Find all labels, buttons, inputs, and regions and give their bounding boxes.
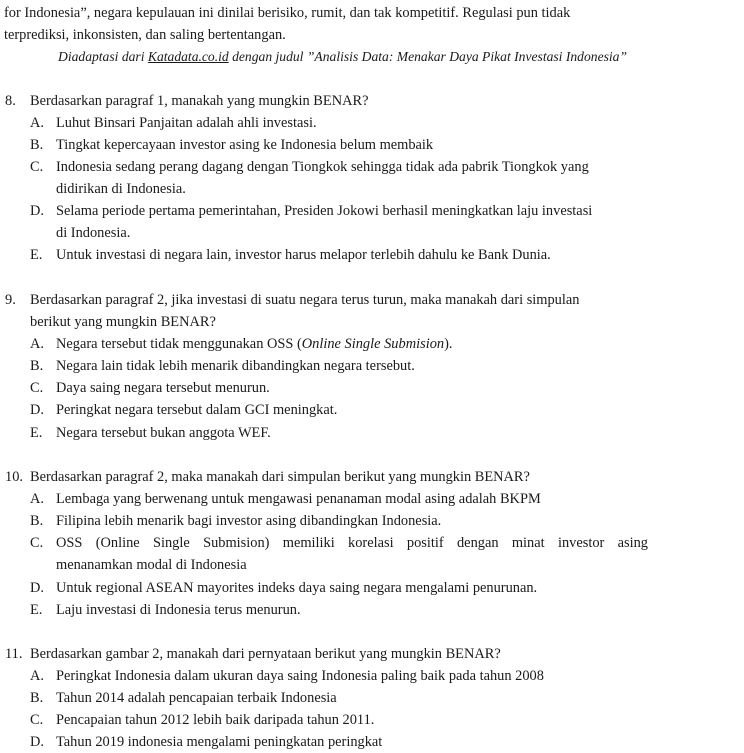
option-letter: E. bbox=[30, 247, 43, 263]
question-number: 9. bbox=[5, 292, 16, 308]
option-text: OSS (Online Single Submision) memiliki korelasi positif dengan minat investor asing bbox=[56, 535, 648, 551]
option-text: Negara tersebut bukan anggota WEF. bbox=[56, 425, 271, 441]
option-text: Selama periode pertama pemerintahan, Presiden Jokowi berhasil meningkatkan laju investasi bbox=[56, 203, 593, 219]
option-letter: B. bbox=[30, 137, 44, 153]
option-letter: E. bbox=[30, 602, 43, 618]
option-text: Untuk investasi di negara lain, investor harus melapor terlebih dahulu ke Bank Dunia. bbox=[56, 247, 551, 263]
option-letter: D. bbox=[30, 203, 44, 219]
option-text: Daya saing negara tersebut menurun. bbox=[56, 380, 270, 396]
option-text: Filipina lebih menarik bagi investor asing dibandingkan Indonesia. bbox=[56, 513, 442, 529]
option-letter: C. bbox=[30, 380, 44, 396]
question-number: 10. bbox=[5, 469, 23, 485]
option-letter: D. bbox=[30, 402, 44, 418]
option-text: Pencapaian tahun 2012 lebih baik daripada tahun 2011. bbox=[56, 712, 375, 728]
option-text: Luhut Binsari Panjaitan adalah ahli investasi. bbox=[56, 115, 317, 131]
question-stem: Berdasarkan paragraf 2, maka manakah dari simpulan berikut yang mungkin BENAR? bbox=[30, 469, 530, 485]
option-text: Untuk regional ASEAN mayorites indeks daya saing negara mengalami penurunan. bbox=[56, 580, 538, 596]
option-text bbox=[56, 333, 452, 355]
option-letter: C. bbox=[30, 159, 44, 175]
option-letter: D. bbox=[30, 734, 44, 750]
option-text: Negara lain tidak lebih menarik dibandingkan negara tersebut. bbox=[56, 358, 415, 374]
citation-source-link[interactable]: Katadata.co.id bbox=[147, 49, 229, 64]
option-letter: A. bbox=[30, 491, 44, 507]
option-letter: A. bbox=[30, 336, 44, 352]
option-letter: B. bbox=[30, 513, 44, 529]
option-text: Tahun 2014 adalah pencapaian terbaik Indonesia bbox=[56, 690, 337, 706]
option-text-continued: didirikan di Indonesia. bbox=[56, 181, 186, 197]
question-stem: Berdasarkan paragraf 1, manakah yang mungkin BENAR? bbox=[30, 93, 369, 109]
option-letter: A. bbox=[30, 115, 44, 131]
option-text: Tahun 2019 indonesia mengalami peningkatan peringkat bbox=[56, 734, 383, 750]
option-letter: B. bbox=[30, 358, 44, 374]
option-text: Peringkat negara tersebut dalam GCI meningkat. bbox=[56, 402, 338, 418]
question-number: 11. bbox=[5, 646, 23, 662]
option-text-suffix: ). bbox=[444, 336, 453, 352]
option-text: Indonesia sedang perang dagang dengan Tiongkok sehingga tidak ada pabrik Tiongkok yang bbox=[56, 159, 589, 175]
option-text-prefix: Negara tersebut tidak menggunakan OSS ( bbox=[56, 336, 302, 352]
question-stem: Berdasarkan gambar 2, manakah dari pernyataan berikut yang mungkin BENAR? bbox=[30, 646, 501, 662]
question-stem-continued: berikut yang mungkin BENAR? bbox=[30, 314, 216, 330]
option-text: Tingkat kepercayaan investor asing ke Indonesia belum membaik bbox=[56, 137, 434, 153]
option-letter: A. bbox=[30, 668, 44, 684]
question-stem: Berdasarkan paragraf 2, jika investasi di suatu negara terus turun, maka manakah dari simpulan bbox=[30, 292, 580, 308]
option-letter: D. bbox=[30, 580, 44, 596]
source-citation bbox=[58, 46, 627, 68]
citation-suffix: dengan judul ”Analisis Data: Menakar Daya Pikat Investasi Indonesia” bbox=[228, 49, 628, 64]
option-letter: C. bbox=[30, 535, 44, 551]
passage-line-2: terprediksi, inkonsisten, dan saling bertentangan. bbox=[4, 27, 286, 43]
option-text: Laju investasi di Indonesia terus menurun. bbox=[56, 602, 301, 618]
passage-line-1: for Indonesia”, negara kepulauan ini dinilai berisiko, rumit, dan tak kompetitif. Regulasi pun tidak bbox=[4, 5, 571, 21]
option-text: Peringkat Indonesia dalam ukuran daya saing Indonesia paling baik pada tahun 2008 bbox=[56, 668, 544, 684]
option-text-continued: di Indonesia. bbox=[56, 225, 131, 241]
option-text: Lembaga yang berwenang untuk mengawasi penanaman modal asing adalah BKPM bbox=[56, 491, 541, 507]
question-number: 8. bbox=[5, 93, 16, 109]
citation-prefix: Diadaptasi dari bbox=[58, 49, 148, 64]
option-text-continued: menanamkan modal di Indonesia bbox=[56, 557, 247, 573]
option-letter: E. bbox=[30, 425, 43, 441]
option-letter: B. bbox=[30, 690, 44, 706]
option-letter: C. bbox=[30, 712, 44, 728]
option-text-italic: Online Single Submision bbox=[301, 336, 445, 352]
